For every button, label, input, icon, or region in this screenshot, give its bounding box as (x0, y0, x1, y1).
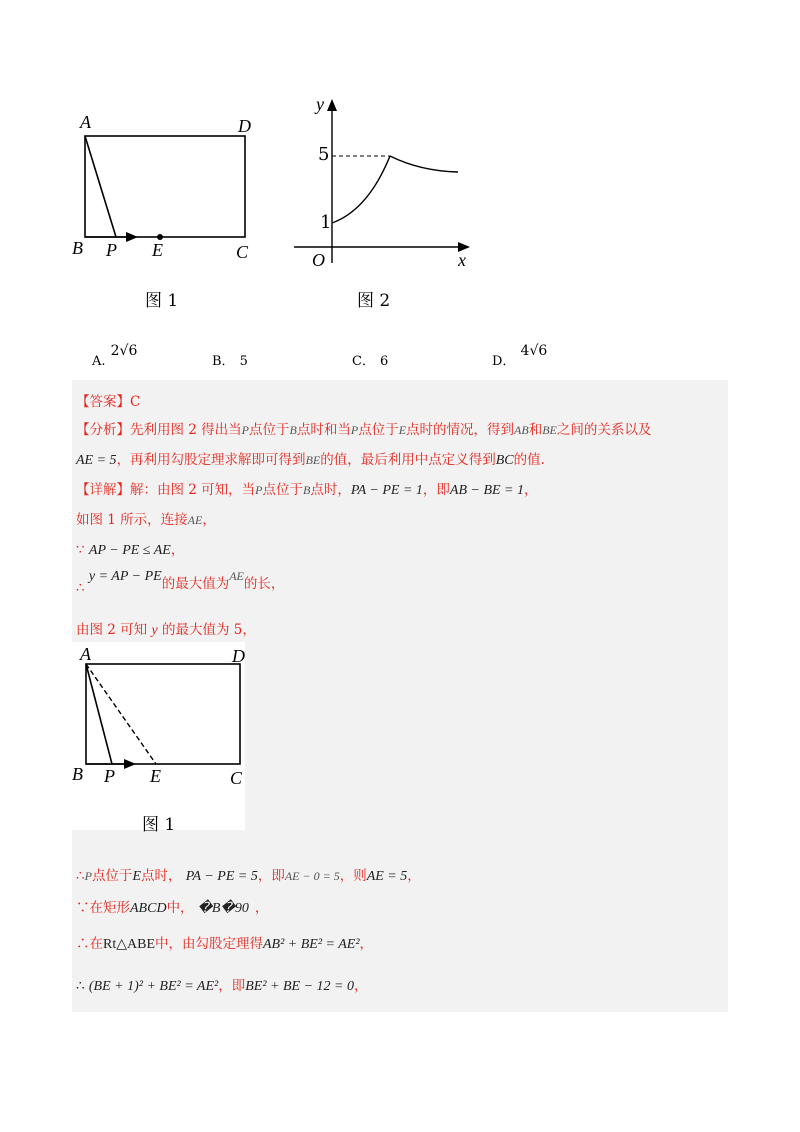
fig1-caption: 图 1 (145, 291, 179, 311)
analysis-e: E (398, 423, 407, 437)
fig2-tick-1: 1 (320, 212, 332, 233)
detail-eq2: AB − BE = 1 (449, 483, 525, 498)
detail-eq1: PA − PE = 1 (350, 483, 423, 498)
then-text-2: 点时， (141, 868, 182, 884)
rt-therefore: ∴在 (76, 936, 103, 952)
option-b (212, 350, 248, 369)
inequality-end: ， (170, 542, 185, 558)
analysis-text-4: 点位于 (358, 422, 399, 438)
analysis-line-1 (76, 418, 651, 438)
option-a-value: 2√6 (110, 343, 138, 359)
answer-tag: 【答案】 (76, 394, 130, 410)
then-eq3: AE = 5 (366, 869, 408, 884)
then-text-1: 点位于 (91, 868, 133, 884)
fig1-label-c: C (236, 242, 249, 262)
detail-p: P (255, 483, 263, 497)
analysis-text-9: 的值，最后利用中点定义得到 (320, 452, 496, 468)
fig-y-var: y (151, 623, 158, 638)
analysis-text-2: 点位于 (249, 422, 290, 438)
rt-mid: 中，由勾股定理得 (155, 936, 263, 952)
fig1-label-p: P (106, 240, 117, 260)
segment-ap (85, 136, 116, 237)
rect-mid: 中， (166, 900, 194, 916)
option-d-letter: D． (492, 354, 516, 369)
fig1-label-b: B (72, 238, 83, 258)
analysis-be2: BE (305, 453, 321, 467)
fig1-label-d: D (238, 116, 251, 136)
connect-line (76, 508, 216, 528)
then-text-5: ， (407, 868, 421, 884)
copy-label-e: E (150, 766, 161, 786)
final-equation: (BE + 1)² + BE² = AE² (88, 979, 219, 994)
rt-end: ， (359, 936, 374, 952)
copy-segment-ae-dashed (86, 664, 156, 764)
then-line (76, 864, 421, 885)
rt-name: Rt△ABE (103, 937, 155, 952)
because-line (76, 538, 184, 559)
detail-text-3: 点时， (310, 482, 351, 498)
connect-text: 如图 1 所示，连接 (76, 512, 188, 528)
detail-line (76, 478, 538, 499)
then-eq1: PA − PE = 5 (185, 869, 258, 884)
detail-b: B (303, 483, 311, 497)
rect-angle: �B�90 (197, 901, 249, 916)
connect-end: ， (202, 512, 216, 528)
copy-segment-ap (86, 664, 112, 764)
max-ae: AE (229, 569, 244, 583)
because-symbol: ∵ (76, 542, 85, 558)
copy-label-c: C (230, 768, 243, 788)
max-text: 的最大值为 (161, 576, 230, 592)
analysis-text-1: 先利用图 2 得出当 (130, 422, 242, 438)
final-mid: ，即 (218, 978, 246, 994)
option-c (352, 350, 388, 369)
rt-line (76, 932, 373, 953)
therefore-symbol: ∴ (76, 580, 85, 596)
analysis-bc: BC (495, 453, 514, 468)
then-therefore: ∴ (76, 868, 85, 884)
option-c-value: 6 (380, 354, 389, 369)
y-axis-arrow (327, 99, 337, 111)
fig-y-text-1: 由图 2 可知 (76, 622, 148, 638)
copy-label-p: P (104, 766, 115, 786)
analysis-ab: AB (514, 423, 529, 437)
fig2-x-label: x (458, 250, 466, 270)
curve-rising (332, 156, 390, 223)
analysis-p2: P (350, 423, 359, 437)
detail-text-4: ，即 (422, 482, 450, 498)
analysis-text-5: 点时的情况，得到 (406, 422, 515, 438)
detail-text-2: 点位于 (262, 482, 304, 498)
fig2-y-label: y (316, 94, 324, 114)
then-text-4: ，则 (339, 868, 367, 884)
analysis-p: P (241, 423, 250, 437)
then-e: E (132, 869, 141, 884)
rect-name: ABCD (130, 901, 167, 916)
analysis-text-10: 的值. (513, 452, 545, 468)
analysis-text-6: 和 (528, 422, 543, 438)
option-a (92, 340, 138, 369)
analysis-ae5: AE = 5 (76, 453, 117, 468)
analysis-be: BE (542, 423, 557, 437)
detail-text-5: ， (524, 482, 538, 498)
copy-label-d: D (232, 646, 245, 666)
then-eq2: AE − 0 = 5 (284, 869, 340, 883)
final-end: ， (353, 978, 368, 994)
analysis-text-8: ，再利用勾股定理求解即可得到 (116, 452, 306, 468)
copy-caption: 图 1 (142, 815, 176, 835)
answer-value: C (130, 394, 141, 410)
option-a-letter: A. (92, 354, 106, 369)
rectangle-abcd (85, 136, 245, 237)
fig2-origin-label: O (312, 250, 325, 270)
analysis-text-3: 点时和当 (296, 422, 351, 438)
y-expression: y = AP − PE (88, 569, 162, 584)
detail-tag: 【详解】 (76, 482, 130, 498)
final-line (76, 974, 367, 995)
option-c-letter: C． (352, 354, 375, 369)
max-end: 的长， (243, 576, 285, 592)
option-b-letter: B． (212, 354, 235, 369)
analysis-line-2 (76, 448, 545, 469)
then-text-3: ，即 (257, 868, 285, 884)
fig1-label-a: A (80, 112, 91, 132)
copy-label-a: A (80, 644, 91, 664)
arrow-head (126, 232, 138, 242)
option-d (492, 340, 548, 369)
fig1-label-e: E (152, 240, 163, 260)
option-d-value: 4√6 (520, 343, 548, 359)
detail-text-1: 解：由图 2 可知，当 (130, 482, 256, 498)
then-p: P (84, 869, 92, 883)
copy-label-b: B (72, 764, 83, 784)
fig-y-text-2: 的最大值为 5， (161, 622, 256, 638)
curve-falling (390, 156, 458, 172)
inequality: AP − PE ≤ AE (88, 543, 171, 558)
rect-end: ， (254, 900, 269, 916)
rect-line (76, 896, 268, 917)
analysis-tag: 【分析】 (76, 422, 130, 438)
fig-y-line (76, 618, 256, 639)
figure-2-graph (290, 95, 480, 265)
analysis-text-7: 之间的关系以及 (556, 422, 652, 438)
copy-arrow-head (124, 759, 136, 769)
fig2-caption: 图 2 (357, 291, 391, 311)
fig2-tick-5: 5 (318, 144, 330, 165)
final-therefore: ∴ (76, 978, 85, 994)
final-equation-2: BE² + BE − 12 = 0 (245, 979, 354, 994)
copy-rectangle-abcd (86, 664, 240, 764)
rt-equation: AB² + BE² = AE² (263, 937, 360, 952)
answer-line (76, 390, 140, 410)
analysis-b: B (289, 423, 297, 437)
option-b-value: 5 (239, 354, 248, 369)
max-line (76, 569, 285, 596)
rect-because: ∵在矩形 (76, 900, 130, 916)
connect-ae: AE (187, 513, 203, 527)
